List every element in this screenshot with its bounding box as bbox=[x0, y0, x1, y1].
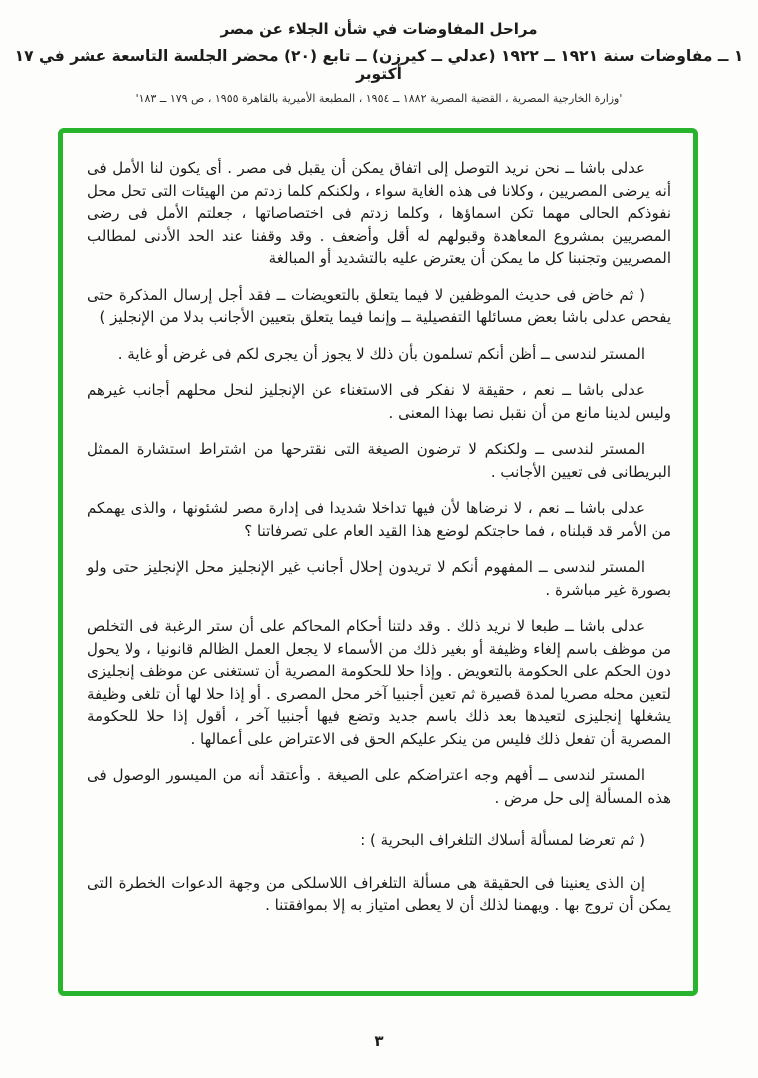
dialogue-paragraph-adly-3: عدلى باشا ــ نعم ، لا نرضاها لأن فيها تداخلا شديدا فى إدارة مصر لشئونها ، والذى يهمكم من الأمر قد قبلناه ، فما حاجتكم لوضع هذا القيد العام على تصرفاتنا ؟ bbox=[87, 499, 671, 540]
narration-paragraph-telegraph: ( ثم تعرضا لمسألة أسلاك التلغراف البحرية ) : bbox=[360, 831, 645, 849]
dialogue-paragraph-adly-2: عدلى باشا ــ نعم ، حقيقة لا نفكر فى الاستغناء عن الإنجليز لنحل محلهم أجانب غيرهم وليس لدينا مانع من أن نقبل نصا بهذا المعنى . bbox=[87, 381, 671, 422]
document-header bbox=[0, 0, 758, 105]
narration-paragraph-employees: ( ثم خاض فى حديث الموظفين لا فيما يتعلق بالتعويضات ــ فقد أجل إرسال المذكرة حتى يفحص عدلى باشا بعض مسائلها التفصيلية ــ وإنما فيما يتعلق بتعيين الأجانب بدلا من الإنجليز ) bbox=[87, 285, 671, 326]
page-number: ٣ bbox=[374, 1032, 384, 1050]
document-subtitle: ١ ــ مفاوضات سنة ١٩٢١ ــ ١٩٢٢ (عدلي ــ كيرزن) ــ تابع (٢٠) محضر الجلسة التاسعة عشر في ١٧ أكتوبر bbox=[14, 47, 744, 83]
dialogue-paragraph-adly-4: عدلى باشا ــ طبعا لا نريد ذلك . وقد دلتنا أحكام المحاكم على أن ستر الرغبة فى التخلص من موظف باسم إلغاء وظيفة أو بغير ذلك من الأسماء لا يجعل العمل الظالم قانونيا ، ولا يحول دون الحكم على الحكومة بالتعويض . وإذا حلا للحكومة المصرية أن تستغنى عن موظف إنجليزى لتعين محله مصريا لمدة قصيرة ثم تعين أجنبيا آخر محل المصرى . أو إذا حلا لها أن تلغى وظيفة يشغلها إنجليزى لتعيدها بعد ذلك باسم جديد وتضع فيها أجنبيا آخر ، أقول إذا حلا للحكومة المصرية أن تفعل ذلك فليس من ينكر عليكم الحق فى الاعتراض على أعمالها . bbox=[87, 617, 671, 748]
document-source-citation: 'وزارة الخارجية المصرية ، القضية المصرية ١٨٨٢ ــ ١٩٥٤ ، المطبعة الأميرية بالقاهرة ١٩٥٥ ، ص ١٧٩ ــ ١٨٣' bbox=[135, 92, 623, 105]
dialogue-paragraph-lindsay-1: المستر لندسى ــ أظن أنكم تسلمون بأن ذلك لا يجوز أن يجرى لكم فى غرض أو غاية . bbox=[117, 344, 645, 363]
document-title: مراحل المفاوضات في شأن الجلاء عن مصر bbox=[220, 20, 538, 38]
dialogue-paragraph-adly-1: عدلى باشا ــ نحن نريد التوصل إلى اتفاق يمكن أن يقبل فى مصر . أى يكون لنا الأمل فى أنه يرضى المصريين ، وكلانا فى هذه الغاية سواء ، ولكنكم كلما زدتم من الهيئات التى تحل محل نفوذكم الحالى مهما تكن اسماؤها ، وكلما زدتم فى اختصاصاتها ، جعلتم الأمل فى رضى المصريين بمشروع المعاهدة وقبولهم له أقل وأضعف . وقد وقفنا عند الحد الأدنى لمطالب المصريين وتجنبنا كل ما يمكن أن يعترض عليه بالتشديد أو المبالغة bbox=[87, 159, 671, 267]
dialogue-paragraph-lindsay-3: المستر لندسى ــ المفهوم أنكم لا تريدون إحلال أجانب غير الإنجليز محل الإنجليز حتى ولو بصورة غير مباشرة . bbox=[87, 558, 671, 599]
dialogue-paragraph-lindsay-2: المستر لندسى ــ ولكنكم لا ترضون الصيغة التى نقترحها من اشتراط استشارة الممثل البريطانى فى تعيين الأجانب . bbox=[87, 440, 671, 481]
dialogue-paragraph-lindsay-4: المستر لندسى ــ أفهم وجه اعتراضكم على الصيغة . وأعتقد أنه من الميسور الوصول فى هذه المسألة إلى حل مرض . bbox=[87, 766, 671, 807]
green-highlight-frame bbox=[58, 128, 698, 996]
dialogue-paragraph-wireless: إن الذى يعنينا فى الحقيقة هى مسألة التلغراف اللاسلكى من وجهة الدعوات الخطرة التى يمكن أن تروج بها . ويهمنا لذلك أن لا يعطى امتياز به إلا بموافقتنا . bbox=[87, 873, 671, 914]
